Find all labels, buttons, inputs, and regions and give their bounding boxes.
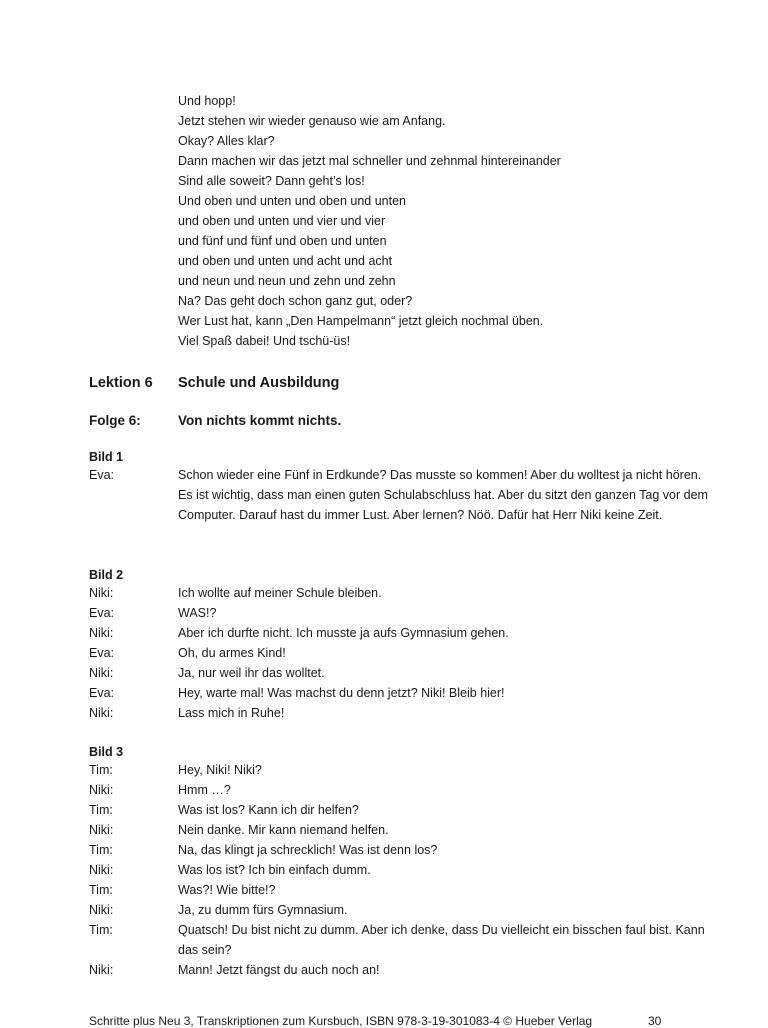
dialogue-text: Was?! Wie bitte!? <box>178 883 276 897</box>
speaker-name: Eva: <box>89 606 115 620</box>
intro-line: Dann machen wir das jetzt mal schneller und zehnmal hintereinander <box>178 154 561 168</box>
dialogue-text: Was los ist? Ich bin einfach dumm. <box>178 863 371 877</box>
speaker-name: Tim: <box>89 803 113 817</box>
bild-1-label: Bild 1 <box>89 450 124 464</box>
bild-1-section <box>89 449 708 525</box>
intro-line: Wer Lust hat, kann „Den Hampelmann“ jetzt gleich nochmal üben. <box>178 314 544 328</box>
dialogue-text: Mann! Jetzt fängst du auch noch an! <box>178 963 380 977</box>
dialogue-text: Oh, du armes Kind! <box>178 646 286 660</box>
intro-line: und oben und unten und vier und vier <box>178 214 386 228</box>
dialogue-row <box>89 683 708 703</box>
dialogue-row <box>89 800 708 820</box>
bild-3-label: Bild 3 <box>89 745 124 759</box>
folge-label: Folge 6: <box>89 413 141 428</box>
speaker-name: Eva: <box>89 646 115 660</box>
intro-line: und fünf und fünf und oben und unten <box>178 234 387 248</box>
folge-heading <box>89 411 708 431</box>
dialogue-row <box>89 465 708 525</box>
speaker-name: Niki: <box>89 823 114 837</box>
dialogue-text: Schon wieder eine Fünf in Erdkunde? Das musste so kommen! Aber du wolltest ja nicht hören. Es ist wichtig, dass man einen guten Schulabschluss hat. Aber du sitzt den ganzen Tag vor dem Computer. Darauf hast du immer Lust. Aber lernen? Nöö. Dafür hat Herr Niki keine Zeit. <box>178 468 708 522</box>
speaker-name: Tim: <box>89 843 113 857</box>
intro-text <box>178 91 708 351</box>
bild-2-dialogue <box>89 583 708 723</box>
speaker-name: Niki: <box>89 863 114 877</box>
dialogue-row <box>89 960 708 980</box>
dialogue-text: Lass mich in Ruhe! <box>178 706 285 720</box>
speaker-name: Tim: <box>89 883 113 897</box>
dialogue-row <box>89 840 708 860</box>
dialogue-text: Hey, Niki! Niki? <box>178 763 262 777</box>
dialogue-text: Ich wollte auf meiner Schule bleiben. <box>178 586 382 600</box>
speaker-name: Niki: <box>89 963 114 977</box>
bild-1-dialogue <box>89 465 708 525</box>
bild-2-section <box>89 567 708 723</box>
speaker-name: Niki: <box>89 783 114 797</box>
speaker-name: Niki: <box>89 586 114 600</box>
dialogue-row <box>89 583 708 603</box>
dialogue-text: Na, das klingt ja schrecklich! Was ist denn los? <box>178 843 438 857</box>
dialogue-row <box>89 780 708 800</box>
dialogue-text: Hey, warte mal! Was machst du denn jetzt? Niki! Bleib hier! <box>178 686 505 700</box>
dialogue-row <box>89 900 708 920</box>
page-footer: Schritte plus Neu 3, Transkriptionen zum Kursbuch, ISBN 978-3-19-301083-4 © Hueber Verlag <box>89 1014 593 1028</box>
page-number: 30 <box>648 1014 662 1028</box>
speaker-name: Niki: <box>89 903 114 917</box>
intro-line: und oben und unten und acht und acht <box>178 254 393 268</box>
dialogue-text: Was ist los? Kann ich dir helfen? <box>178 803 359 817</box>
dialogue-text: Ja, zu dumm fürs Gymnasium. <box>178 903 348 917</box>
lektion-label: Lektion 6 <box>89 375 153 391</box>
dialogue-text: Ja, nur weil ihr das wolltet. <box>178 666 325 680</box>
folge-title: Von nichts kommt nichts. <box>178 413 342 428</box>
dialogue-row <box>89 920 708 960</box>
speaker-name: Tim: <box>89 763 113 777</box>
speaker-name: Tim: <box>89 923 113 937</box>
speaker-name: Eva: <box>89 686 115 700</box>
dialogue-text: Quatsch! Du bist nicht zu dumm. Aber ich denke, dass Du vielleicht ein bisschen faul bist. Kann das sein? <box>178 923 705 957</box>
speaker-name: Niki: <box>89 626 114 640</box>
dialogue-row <box>89 663 708 683</box>
lektion-title: Schule und Ausbildung <box>178 375 340 391</box>
intro-line: Okay? Alles klar? <box>178 134 275 148</box>
bild-3-dialogue <box>89 760 708 980</box>
dialogue-row <box>89 643 708 663</box>
intro-line: Viel Spaß dabei! Und tschü-üs! <box>178 334 351 348</box>
dialogue-row <box>89 703 708 723</box>
dialogue-row <box>89 760 708 780</box>
intro-line: Na? Das geht doch schon ganz gut, oder? <box>178 294 413 308</box>
bild-2-label: Bild 2 <box>89 568 124 582</box>
intro-line: Jetzt stehen wir wieder genauso wie am Anfang. <box>178 114 446 128</box>
bild-3-section <box>89 744 708 980</box>
intro-line: Und hopp! <box>178 94 236 108</box>
dialogue-row <box>89 860 708 880</box>
speaker-name: Niki: <box>89 706 114 720</box>
dialogue-row <box>89 623 708 643</box>
dialogue-text: Aber ich durfte nicht. Ich musste ja aufs Gymnasium gehen. <box>178 626 509 640</box>
intro-line: Und oben und unten und oben und unten <box>178 194 406 208</box>
dialogue-text: Hmm …? <box>178 783 231 797</box>
dialogue-row <box>89 820 708 840</box>
intro-line: Sind alle soweit? Dann geht’s los! <box>178 174 365 188</box>
lektion-heading <box>89 373 708 393</box>
intro-line: und neun und neun und zehn und zehn <box>178 274 396 288</box>
dialogue-text: WAS!? <box>178 606 217 620</box>
dialogue-row <box>89 603 708 623</box>
speaker-name: Eva: <box>89 468 115 482</box>
dialogue-text: Nein danke. Mir kann niemand helfen. <box>178 823 389 837</box>
dialogue-row <box>89 880 708 900</box>
speaker-name: Niki: <box>89 666 114 680</box>
